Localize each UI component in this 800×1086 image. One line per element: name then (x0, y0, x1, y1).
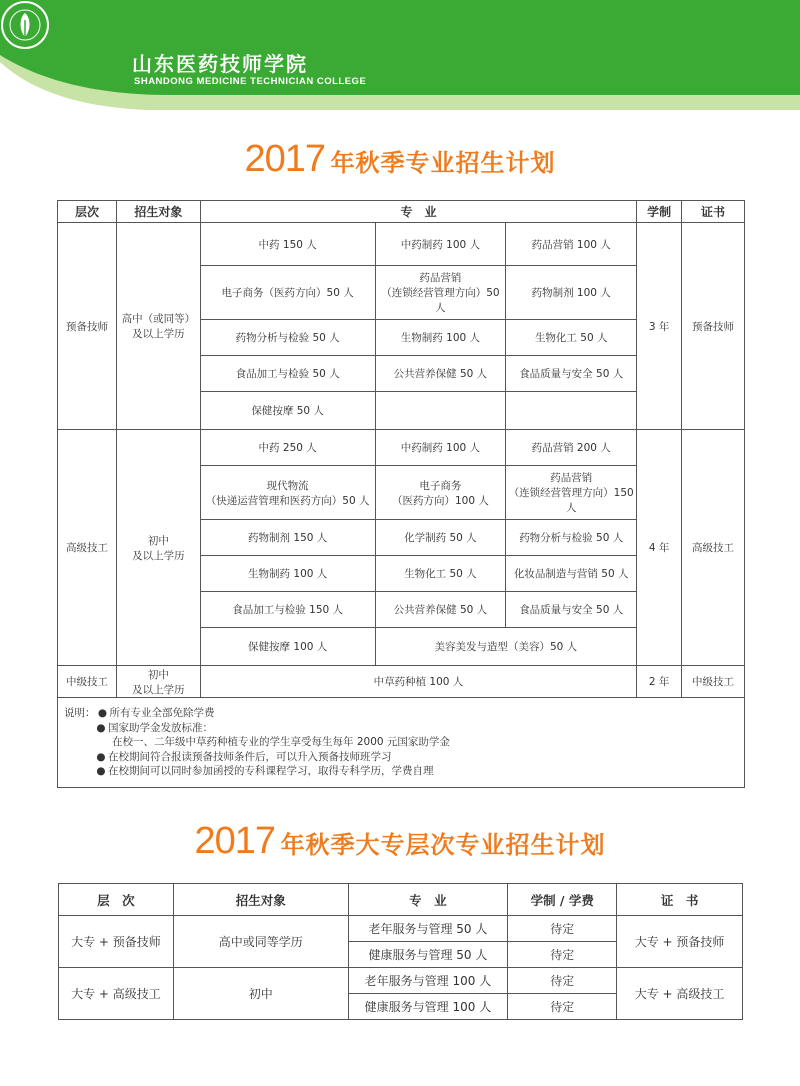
major-cell (375, 392, 506, 430)
enrollment-table (57, 200, 745, 788)
column-header: 招生对象 (173, 884, 348, 916)
fee-cell: 待定 (508, 968, 617, 994)
major-cell (506, 392, 637, 430)
major-cell: 健康服务与管理 100 人 (348, 994, 508, 1020)
column-header: 证书 (682, 201, 745, 223)
level-cell: 大专 + 预备技师 (59, 916, 174, 968)
major-cell: 药物分析与检验 50 人 (506, 520, 637, 556)
title-year: 2017 (244, 138, 325, 180)
title-college-plan (0, 820, 800, 863)
major-cell: 药品营销 （连锁经营管理方向）50 人 (375, 266, 506, 320)
major-cell: 化妆品制造与营销 50 人 (506, 556, 637, 592)
major-cell: 老年服务与管理 100 人 (348, 968, 508, 994)
major-cell: 美容美发与造型（美容）50 人 (375, 628, 637, 666)
title-text: 年秋季专业招生计划 (330, 149, 556, 177)
table-row (58, 430, 745, 466)
major-cell: 公共营养保健 50 人 (375, 592, 506, 628)
bullet-icon: ● (97, 707, 108, 719)
column-header: 学制 / 学费 (508, 884, 617, 916)
bullet-icon: ● (96, 765, 106, 777)
level-cell: 预备技师 (58, 223, 117, 430)
major-cell: 药物制剂 100 人 (506, 266, 637, 320)
cert-cell: 高级技工 (682, 430, 745, 666)
note-line (64, 721, 738, 736)
column-header: 专 业 (348, 884, 508, 916)
major-cell: 药品营销 （连锁经营管理方向）150 人 (506, 466, 637, 520)
cert-cell: 中级技工 (682, 666, 745, 698)
major-cell: 老年服务与管理 50 人 (348, 916, 508, 942)
major-cell: 生物制药 100 人 (200, 556, 375, 592)
major-cell: 公共营养保健 50 人 (375, 356, 506, 392)
years-cell: 4 年 (637, 430, 682, 666)
column-header: 证 书 (617, 884, 743, 916)
target-cell: 初中 及以上学历 (116, 430, 200, 666)
level-cell: 大专 + 高级技工 (59, 968, 174, 1020)
major-cell: 保健按摩 100 人 (200, 628, 375, 666)
header-banner (0, 0, 800, 110)
note-text: 在校期间符合报读预备技师条件后，可以升入预备技师班学习 (108, 750, 392, 763)
major-cell: 中药制药 100 人 (375, 223, 506, 266)
major-cell: 电子商务 （医药方向）100 人 (375, 466, 506, 520)
target-cell: 初中 (173, 968, 348, 1020)
major-cell: 生物制药 100 人 (375, 320, 506, 356)
major-cell: 食品质量与安全 50 人 (506, 592, 637, 628)
cert-cell: 预备技师 (682, 223, 745, 430)
level-cell: 中级技工 (58, 666, 117, 698)
fee-cell: 待定 (508, 916, 617, 942)
table-row (59, 968, 743, 994)
major-cell: 生物化工 50 人 (375, 556, 506, 592)
major-cell: 中药制药 100 人 (375, 430, 506, 466)
cert-cell: 大专 + 预备技师 (617, 916, 743, 968)
major-cell: 生物化工 50 人 (506, 320, 637, 356)
target-cell: 高中或同等学历 (173, 916, 348, 968)
header-row (58, 201, 745, 223)
note-text: 国家助学金发放标准： (108, 721, 213, 734)
target-cell: 初中 及以上学历 (116, 666, 200, 698)
column-header: 层次 (58, 201, 117, 223)
note-line (64, 735, 738, 750)
notes-row (58, 698, 745, 788)
college-logo (0, 0, 50, 50)
fee-cell: 待定 (508, 942, 617, 968)
title-text: 年秋季大专层次专业招生计划 (280, 831, 606, 859)
column-header: 层 次 (59, 884, 174, 916)
bullet-icon: ● (96, 721, 106, 734)
table-row (58, 223, 745, 266)
college-name-cn: 山东医药技师学院 (132, 52, 308, 76)
major-cell: 保健按摩 50 人 (200, 392, 375, 430)
major-cell: 中药 150 人 (200, 223, 375, 266)
table-row (59, 916, 743, 942)
major-cell: 食品质量与安全 50 人 (506, 356, 637, 392)
major-cell: 食品加工与检验 50 人 (200, 356, 375, 392)
level-cell: 高级技工 (58, 430, 117, 666)
major-cell: 药品营销 100 人 (506, 223, 637, 266)
note-line (64, 750, 738, 765)
years-cell: 3 年 (637, 223, 682, 430)
notes-label: 说明： (64, 707, 96, 719)
fee-cell: 待定 (508, 994, 617, 1020)
notes-cell (58, 698, 745, 788)
major-cell: 食品加工与检验 150 人 (200, 592, 375, 628)
cert-cell: 大专 + 高级技工 (617, 968, 743, 1020)
title-autumn-plan (0, 138, 800, 181)
header-row (59, 884, 743, 916)
major-cell: 电子商务（医药方向）50 人 (200, 266, 375, 320)
major-cell: 现代物流 （快递运营管理和医药方向）50 人 (200, 466, 375, 520)
major-cell: 药物分析与检验 50 人 (200, 320, 375, 356)
major-cell: 化学制药 50 人 (375, 520, 506, 556)
title-year: 2017 (194, 820, 275, 862)
table-row (58, 666, 745, 698)
target-cell: 高中（或同等） 及以上学历 (116, 223, 200, 430)
years-cell: 2 年 (637, 666, 682, 698)
major-cell: 中草药种植 100 人 (200, 666, 636, 698)
major-cell: 药品营销 200 人 (506, 430, 637, 466)
column-header: 招生对象 (116, 201, 200, 223)
column-header: 专 业 (200, 201, 636, 223)
note-text: 在校期间可以同时参加函授的专科课程学习，取得专科学历，学费自理 (108, 765, 434, 777)
college-name-en: SHANDONG MEDICINE TECHNICIAN COLLEGE (134, 76, 367, 87)
major-cell: 药物制剂 150 人 (200, 520, 375, 556)
column-header: 学制 (637, 201, 682, 223)
bullet-icon: ● (96, 750, 106, 763)
note-text: 所有专业全部免除学费 (109, 707, 215, 719)
header-background (0, 0, 800, 110)
note-line (64, 764, 738, 779)
note-line (64, 706, 738, 721)
major-cell: 中药 250 人 (200, 430, 375, 466)
college-enrollment-table (58, 883, 743, 1020)
note-text: 在校一、二年级中草药种植专业的学生享受每生每年 2000 元国家助学金 (112, 736, 450, 748)
major-cell: 健康服务与管理 50 人 (348, 942, 508, 968)
